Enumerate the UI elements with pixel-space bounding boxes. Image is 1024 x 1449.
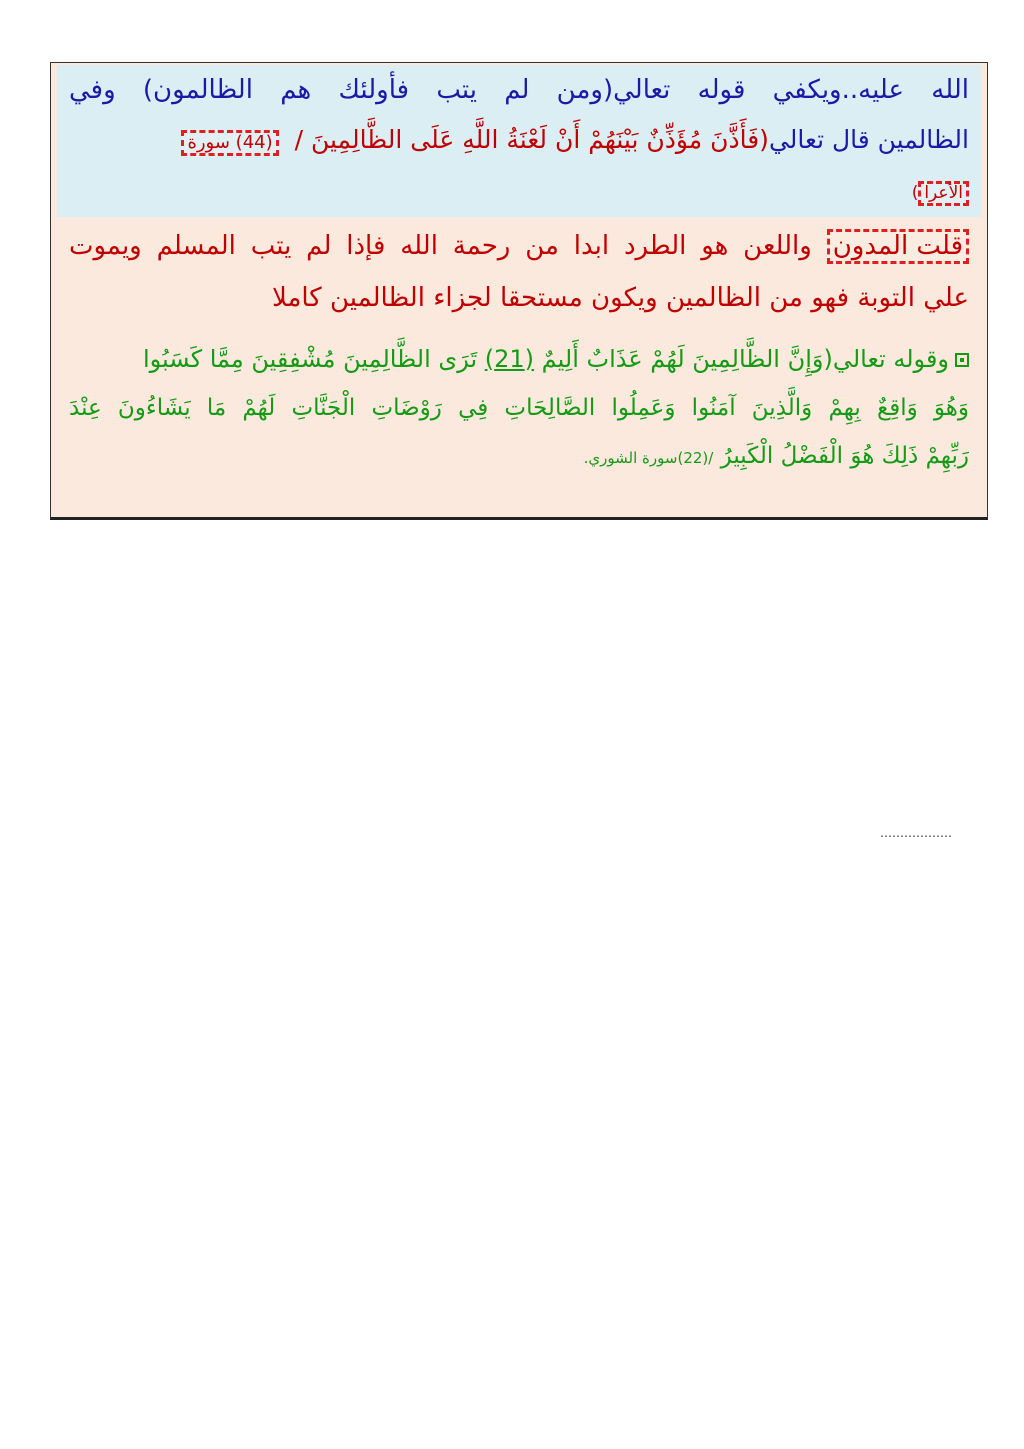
section1-line3-paren: ) (911, 183, 919, 203)
section2-line3-lead: وقوله تعالي (832, 345, 949, 373)
document-frame (50, 62, 988, 520)
section2-line5-ref: /(22)سورة الشوري. (583, 449, 714, 467)
surah-reference-text-1: (44) سورة (187, 132, 273, 153)
verse-number-21: (21) (484, 345, 535, 373)
section1-line2 (181, 125, 969, 156)
section2-line3-verse-a: (وَإِنَّ الظَّالِمِينَ لَهُمْ عَذَابٌ أَلِيمٌ (534, 345, 833, 373)
square-bullet-icon (955, 353, 969, 367)
section1-line2-verse: (فَأَذَّنَ مُؤَذِّنٌ بَيْنَهُمْ أَنْ لَعْنَةُ اللَّهِ عَلَى الظَّالِمِينَ (310, 125, 769, 154)
commentary-section-peach (57, 217, 981, 517)
section2-line3 (143, 345, 969, 374)
section2-line4-text: وَهُوَ وَاقِعٌ بِهِمْ وَالَّذِينَ آمَنُوا وَعَمِلُوا الصَّالِحَاتِ فِي رَوْضَاتِ الْجَنَّاتِ لَهُمْ مَا يَشَاءُونَ عِنْدَ (69, 395, 969, 421)
ellipsis-dots: ……………… (880, 826, 952, 840)
quote-section-blue (57, 65, 981, 217)
section2-line3-verse-b: تَرَى الظَّالِمِينَ مُشْفِقِينَ مِمَّا كَسَبُوا (142, 345, 485, 373)
section2-line5 (584, 443, 969, 471)
section1-line2-lead: الظالمين قال تعالي (768, 125, 969, 154)
section2-line5-verse: رَبِّهِمْ ذَلِكَ هُوَ الْفَضْلُ الْكَبِيرُ (713, 443, 969, 469)
section2-line2 (272, 283, 969, 314)
section1-line1-text: الله عليه..ويكفي قوله تعالي(ومن لم يتب فأولئك هم الظالمون) وفي (69, 75, 969, 105)
surah-reference-box-2 (918, 181, 969, 206)
section2-line1 (69, 229, 969, 264)
section1-line2-slash: / (294, 125, 311, 154)
surah-reference-box-1 (181, 130, 278, 156)
section1-line1 (69, 75, 969, 106)
section2-line4 (69, 395, 969, 423)
section1-line3 (912, 181, 969, 206)
section2-line2-text: علي التوبة فهو من الظالمين ويكون مستحقا لجزاء الظالمين كاملا (271, 283, 969, 313)
blogger-note-label: قلت المدون (832, 231, 963, 261)
section2-line1-text: واللعن هو الطرد ابدا من رحمة الله فإذا لم يتب المسلم ويموت (69, 231, 827, 261)
blogger-note-box (827, 229, 969, 264)
surah-reference-text-2: الأعرا (924, 183, 963, 203)
